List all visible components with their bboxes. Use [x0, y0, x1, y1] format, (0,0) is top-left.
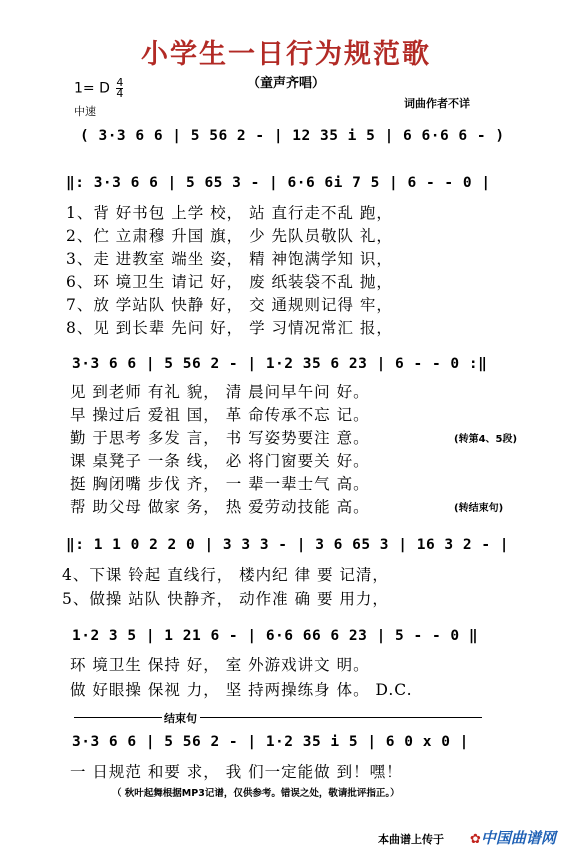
s2-lyric: 帮 助父母 做家 务， 热 爱劳动技能 高。 [70, 498, 370, 516]
s3-lyric: 4、下课 铃起 直线行， 楼内纪 律 要 记清， [62, 566, 389, 584]
logo-text: 中国曲谱网 [480, 829, 556, 847]
s1-lyric: 8、见 到长辈 先问 好， 学 习情况常汇 报， [66, 319, 393, 337]
site-logo [470, 827, 556, 848]
s5-lyric: 一 日规范 和要 求， 我 们一定能做 到！嘿！ [70, 763, 403, 781]
s1-lyric: 3、走 进教室 端坐 姿， 精 神饱满学知 识， [66, 250, 393, 268]
s2-lyric: 挺 胸闭嘴 步伐 齐， 一 辈一辈士气 高。 [70, 475, 370, 493]
ending-rule-right [200, 717, 482, 718]
s2-annotation-a: (转第4、5段) [454, 434, 518, 445]
s4-notes: 1·2 3 5 | 1 21 6 - | 6·6 66 6 23 | 5 - - 0 ‖ [72, 628, 479, 644]
s1-lyric: 6、环 境卫生 请记 好， 废 纸装袋不乱 抛， [66, 273, 393, 291]
s2-notes: 3·3 6 6 | 5 56 2 - | 1·2 35 6 23 | 6 - - 0 :‖ [72, 356, 488, 372]
s1-lyric: 1、背 好书包 上学 校， 站 直行走不乱 跑， [66, 204, 393, 222]
uploader-text: 本曲谱上传于 [378, 833, 444, 846]
s2-lyric: 勤 于思考 多发 言， 书 写姿势要注 意。 [70, 429, 370, 447]
key-text: 1= D [74, 80, 110, 97]
key-signature [74, 78, 123, 99]
s3-lyric: 5、做操 站队 快静齐， 动作准 确 要 用力， [62, 590, 389, 608]
ending-label: 结束句 [164, 712, 197, 725]
s5-notes: 3·3 6 6 | 5 56 2 - | 1·2 35 i 5 | 6 0 x 0 | [72, 734, 469, 750]
s2-lyric: 早 操过后 爱祖 国， 革 命传承不忘 记。 [70, 406, 370, 424]
ending-rule-left [74, 717, 162, 718]
s3-notes: ‖: 1 1 0 2 2 0 | 3 3 3 - | 3 6 65 3 | 16 3 2 - | [66, 537, 510, 553]
transcription-note: （ 秋叶起舞根据MP3记谱，仅供参考。错误之处，敬请批评指正。） [112, 788, 400, 799]
intro-notes: ( 3·3 6 6 | 5 56 2 - | 12 35 i 5 | 6 6·6 6 - ) [80, 128, 505, 144]
s2-lyric: 见 到老师 有礼 貌， 清 晨问早午问 好。 [70, 383, 370, 401]
s1-notes: ‖: 3·3 6 6 | 5 65 3 - | 6·6 6i 7 5 | 6 - - 0 | [66, 175, 491, 191]
s4-lyric: 做 好眼操 保视 力， 坚 持两操练身 体。 D.C. [70, 681, 413, 699]
s1-lyric: 7、放 学站队 快静 好， 交 通规则记得 牢， [66, 296, 393, 314]
time-sig-top: 4 [116, 76, 124, 89]
tempo: 中速 [74, 105, 96, 118]
s4-lyric: 环 境卫生 保持 好， 室 外游戏讲文 明。 [70, 656, 370, 674]
credit: 词曲作者不详 [404, 97, 470, 110]
s2-annotation-b: (转结束句) [454, 503, 504, 514]
subtitle: （童声齐唱） [246, 76, 325, 91]
time-sig-bottom: 4 [116, 87, 124, 100]
s1-lyric: 2、伫 立肃穆 升国 旗， 少 先队员敬队 礼， [66, 227, 393, 245]
time-signature [116, 78, 123, 99]
logo-mark-icon: ✿ [470, 832, 481, 847]
page-title: 小学生一日行为规范歌 [141, 39, 431, 70]
s2-lyric: 课 桌凳子 一条 线， 必 将门窗要关 好。 [70, 452, 370, 470]
